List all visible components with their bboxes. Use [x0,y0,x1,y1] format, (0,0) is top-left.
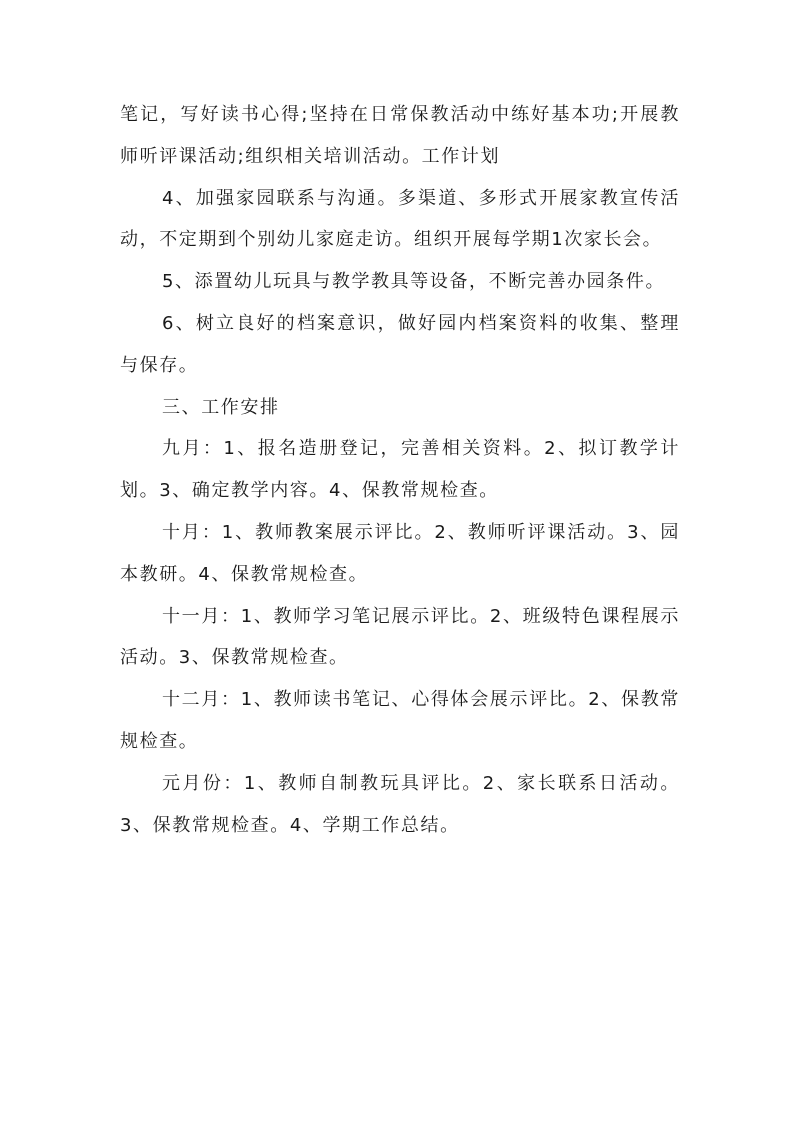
paragraph-item-6: 6、树立良好的档案意识，做好园内档案资料的收集、整理与保存。 [120,312,680,376]
paragraph-item-4: 4、加强家园联系与沟通。多渠道、多形式开展家教宣传活动，不定期到个别幼儿家庭走访。组织开展每学期1次家长会。 [120,187,680,251]
paragraph-item-5: 5、添置幼儿玩具与教学教具等设备，不断完善办园条件。 [162,271,666,293]
section-heading-work-arrangement: 三、工作安排 [162,396,280,418]
paragraph-continuation: 笔记，写好读书心得;坚持在日常保教活动中练好基本功;开展教师听评课活动;组织相关培训活动。工作计划 [120,104,680,167]
paragraph-december: 十二月：1、教师读书笔记、心得体会展示评比。2、保教常规检查。 [120,689,680,752]
paragraph-november: 十一月：1、教师学习笔记展示评比。2、班级特色课程展示活动。3、保教常规检查。 [120,605,680,669]
paragraph-january: 元月份：1、教师自制教玩具评比。2、家长联系日活动。3、保教常规检查。4、学期工作总结。 [120,772,680,836]
paragraph-september: 九月：1、报名造册登记，完善相关资料。2、拟订教学计划。3、确定教学内容。4、保教常规检查。 [120,438,680,502]
document-body [120,94,680,846]
paragraph-october: 十月：1、教师教案展示评比。2、教师听评课活动。3、园本教研。4、保教常规检查。 [120,521,680,585]
